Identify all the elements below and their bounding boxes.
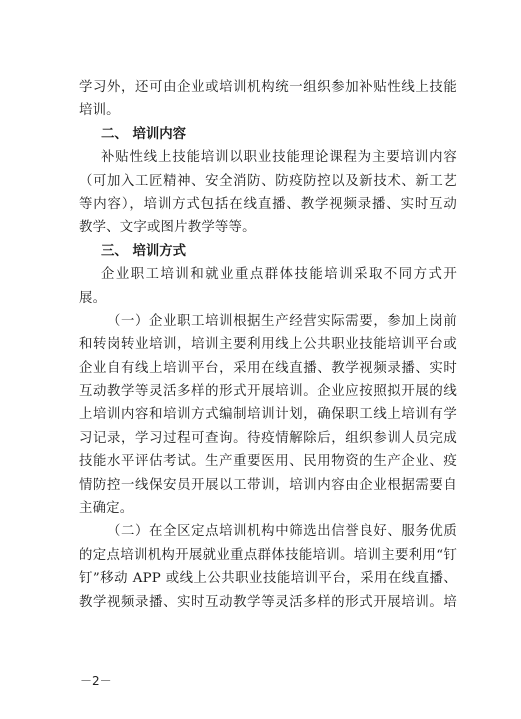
text-line: 主确定。 (79, 501, 134, 517)
text-line: 习记录，学习过程可查询。待疫情解除后，组织参训人员完成 (79, 430, 457, 446)
text-line: 等内容），培训方式包括在线直播、教学视频录播、实时互动 (79, 196, 457, 212)
text-line: 企业职工培训和就业重点群体技能培训采取不同方式开 (101, 267, 457, 283)
text-line: 技能水平评估考试。生产重要医用、民用物资的生产企业、疫 (79, 454, 457, 470)
text-line: 培训。 (79, 103, 120, 119)
section-heading: 三、 培训方式 (101, 243, 187, 259)
text-line: （一）企业职工培训根据生产经营实际需要，参加上岗前 (107, 313, 457, 329)
text-line: 教学、文字或图片教学等等。 (79, 220, 256, 236)
text-line: 上培训内容和培训方式编制培训计划，确保职工线上培训有学 (79, 407, 457, 423)
page-number: －2－ (80, 674, 112, 688)
text-line: 和转岗转业培训，培训主要利用线上公共职业技能培训平台或 (79, 337, 457, 353)
text-line: 的定点培训机构开展就业重点群体技能培训。培训主要利用“钉 (79, 547, 457, 563)
document-body (79, 76, 457, 614)
text-line: 补贴性线上技能培训以职业技能理论课程为主要培训内容 (101, 150, 457, 166)
text-line: （可加入工匠精神、安全消防、防疫防控以及新技术、新工艺 (79, 173, 457, 189)
text-line: （二）在全区定点培训机构中筛选出信誉良好、服务优质 (107, 524, 457, 540)
text-line: 情防控一线保安员开展以工带训，培训内容由企业根据需要自 (79, 477, 457, 493)
section-heading: 二、 培训内容 (101, 126, 187, 142)
text-line: 互动教学等灵活多样的形式开展培训。企业应按照拟开展的线 (79, 384, 457, 400)
text-line: 学习外，还可由企业或培训机构统一组织参加补贴性线上技能 (79, 80, 457, 95)
text-line: 教学视频录播、实时互动教学等灵活多样的形式开展培训。培 (79, 594, 457, 610)
text-line: 钉”移动 APP 或线上公共职业技能培训平台，采用在线直播、 (79, 571, 457, 587)
text-line: 企业自有线上培训平台，采用在线直播、教学视频录播、实时 (79, 360, 457, 376)
text-line: 展。 (79, 290, 107, 306)
